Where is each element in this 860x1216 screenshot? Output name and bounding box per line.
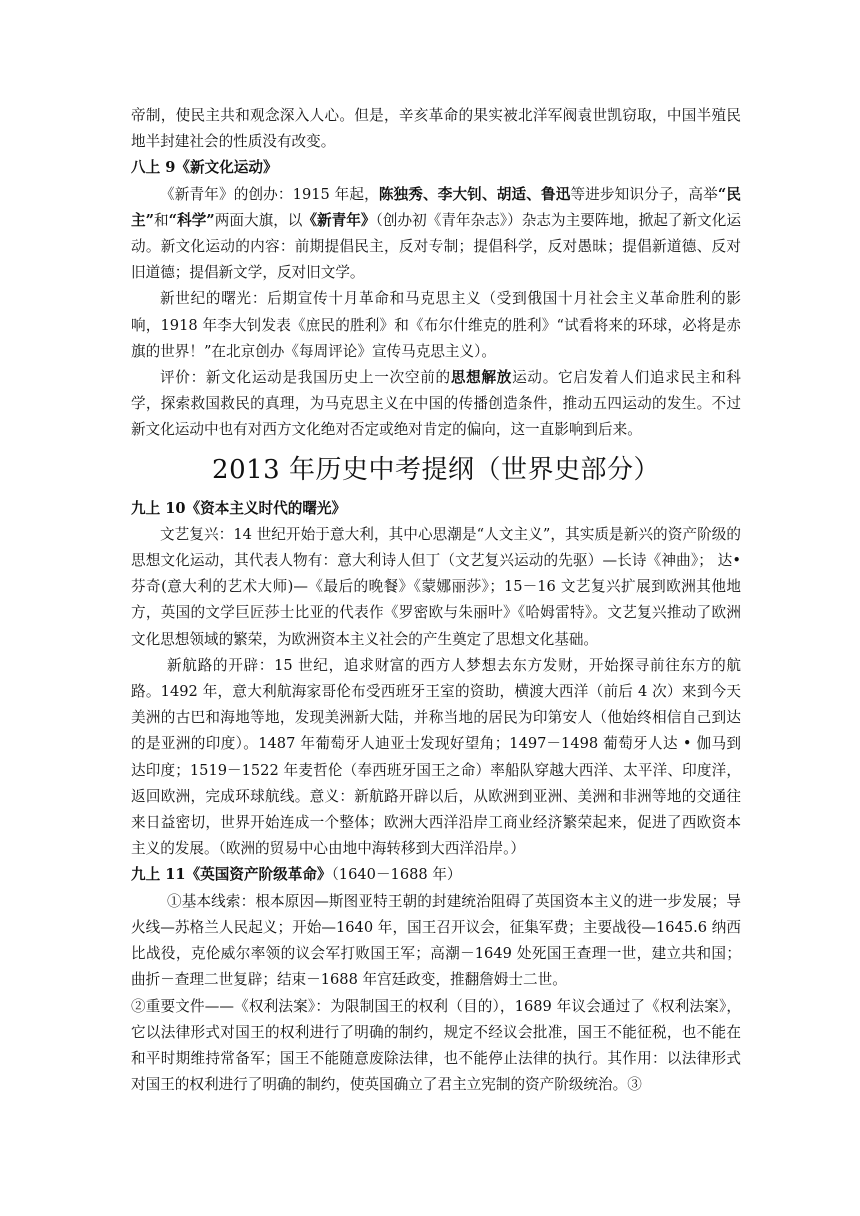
new-culture-paragraph-3 — [131, 365, 741, 444]
english-revolution-paragraph-2: ②重要文件——《权利法案》：为限制国王的权利（目的），1689 年议会通过了《权利法案》，它以法律形式对国王的权利进行了明确的制约，规定不经议会批准，国王不能征税，也不能在和平时期维持常备军；国王不能随意废除法律，也不能停止法律的执行。其作用：以法律形式对国王的权利进行了明确的制约，使英国确立了君主立宪制的资产阶级统治。③ — [131, 997, 741, 1094]
text-run: 两面大旗，以 — [214, 211, 303, 229]
new-culture-paragraph-2: 新世纪的曙光：后期宣传十月革命和马克思主义（受到俄国十月社会主义革命胜利的影响，1918 年李大钊发表《庶民的胜利》和《布尔什维克的胜利》“试看将来的环球，必将是赤旗的世界！”在北京创办《每周评论》宣传马克思主义）。 — [131, 290, 741, 360]
section-heading-capitalism: 九上 10《资本主义时代的曙光》 — [131, 499, 347, 517]
text-run: 评价：新文化运动是我国历史上一次空前的 — [160, 369, 451, 387]
english-revolution-paragraph-1: ①基本线索：根本原因—斯图亚特王朝的封建统治阻碍了英国资本主义的进一步发展；导火线—苏格兰人民起义；开始—1640 年，国王召开议会，征集军费；主要战役—1645.6 纳西比战役，克伦威尔率领的议会军打败国王军；高潮－1649 处死国王查理一世，建立共和国；曲折－查理二世复辟；结束－1688 年宫廷政变，推翻詹姆士二世。 — [131, 892, 741, 989]
renaissance-paragraph: 文艺复兴：14 世纪开始于意大利，其中心思潮是“人文主义”，其实质是新兴的资产阶级的思想文化运动，其代表人物有：意大利诗人但丁（文艺复兴运动的先驱）—长诗《神曲》； 达•芬奇(意大利的艺术大师)—《最后的晚餐》《蒙娜丽莎》；15－16 文艺复兴扩展到欧洲其他地方，英国的文学巨匠莎士比亚的代表作《罗密欧与朱丽叶》《哈姆雷特》。文艺复兴推动了欧洲文化思想领域的繁荣，为欧洲资本主义社会的产生奠定了思想文化基础。 — [131, 525, 741, 648]
text-run: 运动。它启发着人们追求民主和科学，探索救国救民的真理，为马克思主义在中国的传播创造条件，推动五四运动的发生。不过新文化运动中也有对西方文化绝对否定或绝对肯定的偏向，这一直影响到后来。 — [131, 369, 741, 439]
text-run: 《新青年》的创办：1915 年起， — [160, 185, 379, 203]
section-heading-english-revolution — [131, 862, 741, 888]
bold-run: 陈独秀、李大钊、胡适、鲁迅 — [378, 185, 571, 203]
new-routes-paragraph: 新航路的开辟：15 世纪，追求财富的西方人梦想去东方发财，开始探寻前往东方的航路。1492 年，意大利航海家哥伦布受西班牙王室的资助，横渡大西洋（前后 4 次）来到今天美洲的古巴和海地等地，发现美洲新大陆，并称当地的居民为印第安人（他始终相信自己到达的是亚洲的印度）。1487 年葡萄牙人迪亚士发现好望角；1497－1498 葡萄牙人达 • 伽马到达印度；1519－1522 年麦哲伦（奉西班牙国王之命）率船队穿越大西洋、太平洋、印度洋，返回欧洲，完成环球航线。意义：新航路开辟以后，从欧洲到亚洲、美洲和非洲等地的交通往来日益密切，世界开始连成一个整体；欧洲大西洋沿岸工商业经济繁荣起来，促进了西欧资本主义的发展。（欧洲的贸易中心由地中海转移到大西洋沿岸。） — [131, 656, 741, 858]
intro-paragraph: 帝制，使民主共和观念深入人心。但是，辛亥革命的果实被北洋军阀袁世凯窃取，中国半殖民地半封建社会的性质没有改变。 — [131, 107, 741, 151]
text-run: （创办初《青年杂志》）杂志为主要阵地，掀起了新文化运动。新文化运动的内容：前期提倡民主，反对专制；提倡科学，反对愚昧；提倡新道德、反对旧道德；提倡新文学，反对旧文学。 — [131, 211, 741, 282]
bold-run: 九上 11《英国资产阶级革命》 — [131, 866, 332, 884]
text-run: 和 — [154, 211, 169, 229]
bold-run: 《新青年》 — [302, 211, 376, 229]
main-title: 2013 年历史中考提纲（世界史部分） — [212, 454, 660, 485]
text-run: 等进步知识分子，高举 — [570, 185, 718, 203]
bold-run: “民主” — [131, 185, 741, 229]
section-heading-new-culture: 八上 9《新文化运动》 — [131, 159, 278, 177]
text-run: （1640－1688 年） — [331, 866, 462, 884]
new-culture-paragraph-1 — [131, 182, 741, 287]
bold-run: “科学” — [168, 211, 215, 229]
bold-run: 思想解放 — [450, 369, 513, 387]
document-page — [131, 103, 741, 1098]
